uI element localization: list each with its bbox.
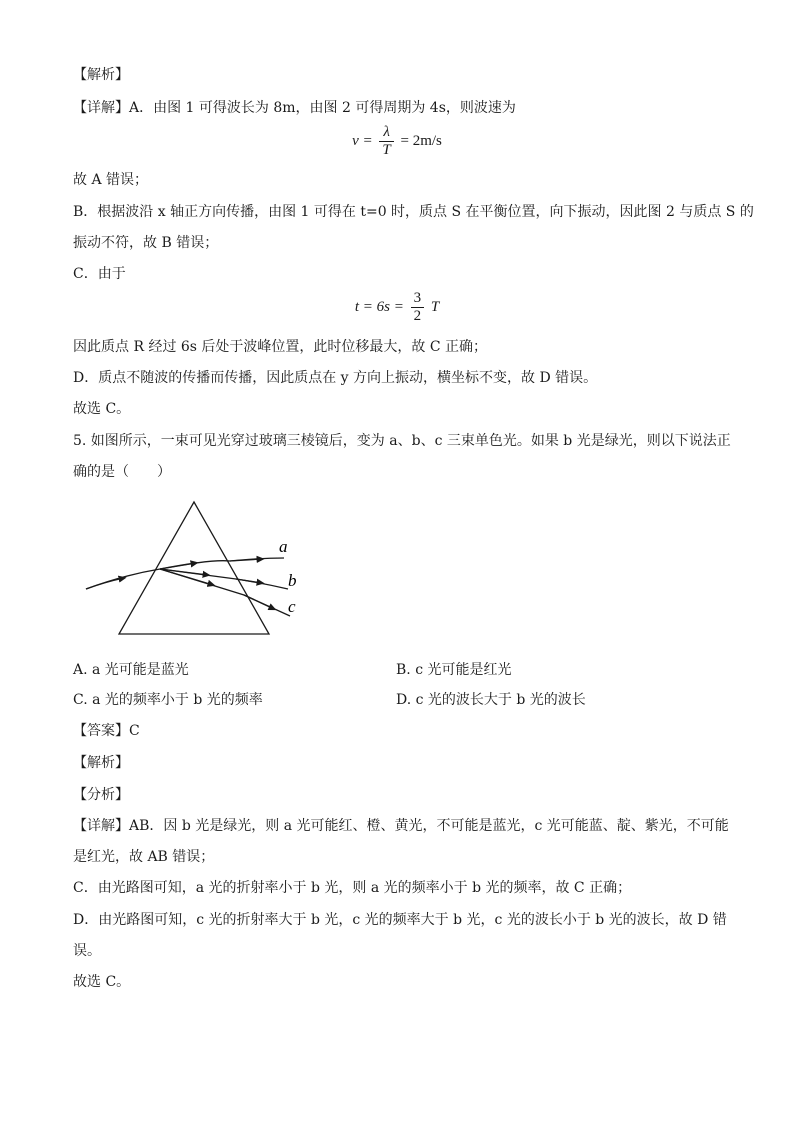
detail-tag: 【详解】 (73, 100, 129, 116)
option-c: C. a 光的频率小于 b 光的频率 (73, 692, 263, 708)
q5-final-choice: 故选 C。 (73, 974, 131, 990)
q4-line-a-conclusion: 故 A 错误； (73, 172, 149, 188)
ray-b (160, 569, 288, 589)
q4-line-b-2: 振动不符，故 B 错误； (73, 235, 219, 251)
ray-label-b: b (288, 571, 297, 590)
q4-line-c-conclusion: 因此质点 R 经过 6s 后处于波峰位置，此时位移最大，故 C 正确； (73, 339, 488, 355)
q4-line-c: C．由于 (73, 266, 126, 282)
answer-tag: 【答案】 (73, 723, 129, 739)
q4-final-choice: 故选 C。 (73, 401, 131, 417)
ray-label-c: c (288, 597, 296, 616)
ray-a (160, 558, 284, 569)
answer-line (73, 721, 140, 741)
option-b: B. c 光可能是红光 (396, 662, 512, 678)
glass-prism (119, 502, 269, 634)
incident-ray (86, 569, 160, 589)
fraction-lambda-over-T: $\frac{\lambda}{T}$ (379, 124, 393, 159)
q4-detail-line-1: 【详解】A．由图 1 可得波长为 8m，由图 2 可得周期为 4s，则波速为 (73, 100, 516, 116)
q5-stem-line-2: 确的是（ ） (73, 464, 171, 480)
ray-c (160, 569, 290, 616)
fraction-three-halves: $\frac{3}{2}$ (411, 290, 425, 325)
q4-line-d: D．质点不随波的传播而传播，因此质点在 y 方向上振动，横坐标不变，故 D 错误。 (73, 370, 598, 386)
answer-value: C (129, 723, 140, 739)
q5-analysis-tag: 【解析】 (73, 755, 129, 771)
analysis-tag: 【解析】 (73, 67, 129, 83)
option-d: D. c 光的波长大于 b 光的波长 (396, 692, 586, 708)
ray-label-a: a (279, 537, 288, 556)
q5-detail-line-2: 是红光，故 AB 错误； (73, 849, 215, 865)
option-a: A. a 光可能是蓝光 (73, 662, 189, 678)
breakdown-tag: 【分析】 (73, 787, 129, 803)
q5-stem-line-1: 5. 如图所示，一束可见光穿过玻璃三棱镜后，变为 a、b、c 三束单色光。如果 b 光是绿光，则以下说法正 (73, 433, 731, 449)
q5-detail-line-3: C．由光路图可知，a 光的折射率小于 b 光，则 a 光的频率小于 b 光的频率，故 C 正确； (73, 880, 632, 896)
q5-detail-tag: 【详解】 (73, 818, 129, 834)
q4-line-b-1: B．根据波沿 x 轴正方向传播，由图 1 可得在 t=0 时，质点 S 在平衡位置，向下振动，因此图 2 与质点 S 的 (73, 204, 754, 220)
q5-detail-line-5: 误。 (73, 943, 101, 959)
q5-detail-line-4: D．由光路图可知，c 光的折射率大于 b 光，c 光的频率大于 b 光，c 光的波长小于 b 光的波长，故 D 错 (73, 912, 727, 928)
time-equation: t = 6s = $\frac{3}{2}$ T (354, 290, 440, 324)
q5-detail-line-1: 【详解】AB．因 b 光是绿光，则 a 光可能红、橙、黄光，不可能是蓝光，c 光可能蓝、靛、紫光，不可能 (73, 818, 729, 834)
wave-speed-equation: v = $\frac{\lambda}{T}$ = 2m/s (352, 124, 442, 158)
